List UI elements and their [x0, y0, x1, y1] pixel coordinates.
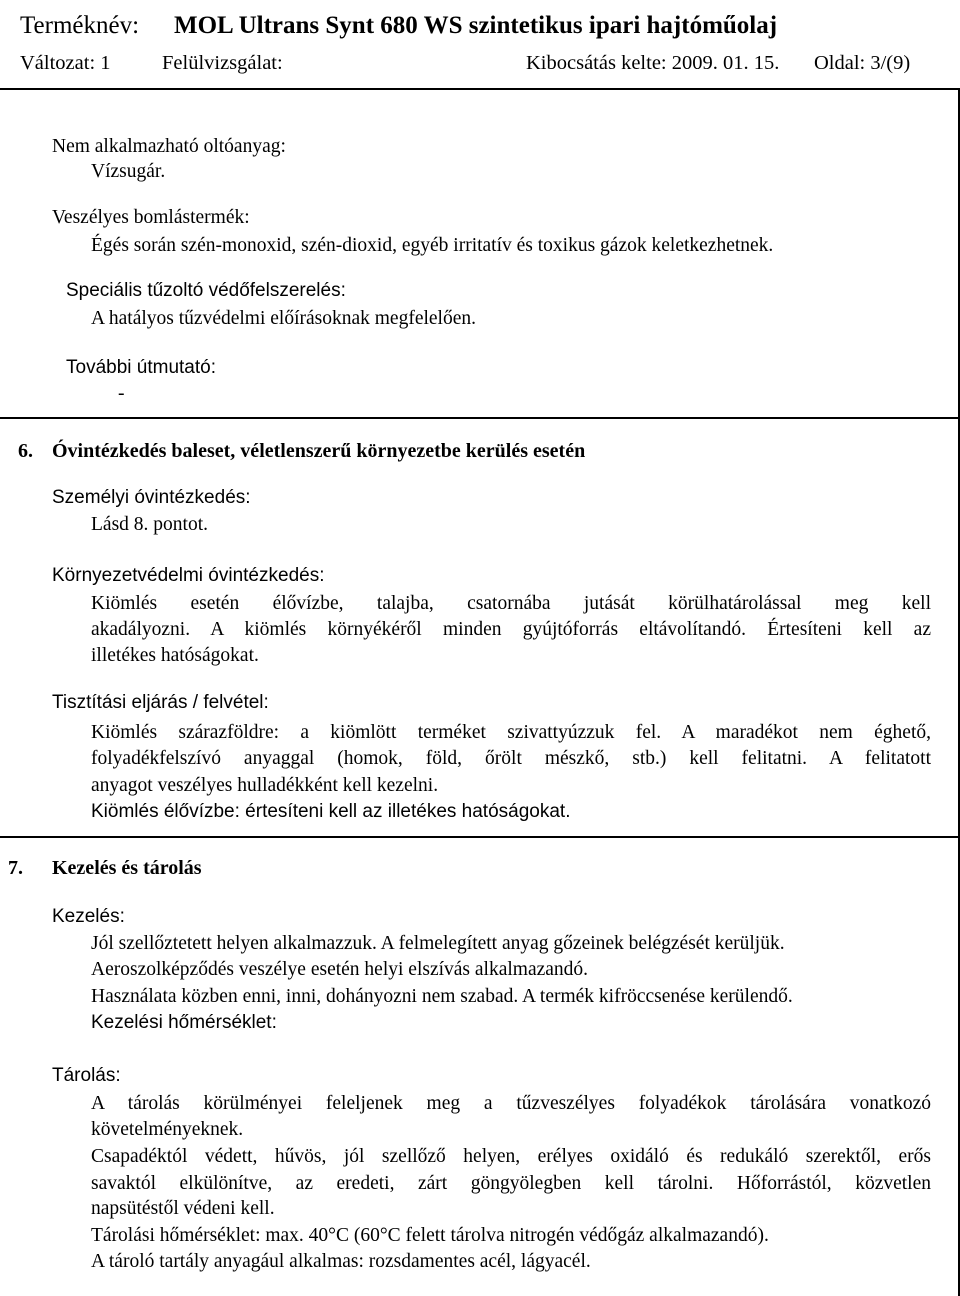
environmental-text-line-1: Kiömlés esetén élővízbe, talajba, csatornába jutását körülhatárolással meg kell: [91, 593, 931, 614]
further-guidance-value: -: [118, 383, 125, 404]
section-6-divider: [0, 417, 960, 419]
firefighter-equipment-label: Speciális tűzoltó védőfelszerelés:: [66, 280, 346, 301]
storage-label: Tárolás:: [52, 1065, 121, 1086]
unsuitable-extinguisher-label: Nem alkalmazható oltóanyag:: [52, 136, 286, 157]
section-6-number: 6.: [18, 440, 33, 462]
handling-temperature-label: Kezelési hőmérséklet:: [91, 1012, 277, 1033]
issue-date: Kibocsátás kelte: 2009. 01. 15.: [526, 52, 780, 74]
cleanup-text-line-3: anyagot veszélyes hulladékként kell kezelni.: [91, 775, 439, 796]
storage-line-3: Csapadéktól védett, hűvös, jól szellőző helyen, erélyes oxidáló és redukáló szerektől, erős: [91, 1146, 931, 1167]
product-name-label: Terméknév:: [20, 12, 140, 39]
product-name: MOL Ultrans Synt 680 WS szintetikus ipari hajtóműolaj: [174, 12, 778, 39]
cleanup-text-line-1: Kiömlés szárazföldre: a kiömlött terméket szivattyúzzuk fel. A maradékot nem éghető,: [91, 722, 931, 743]
unsuitable-extinguisher-value: Vízsugár.: [91, 161, 166, 182]
handling-label: Kezelés:: [52, 906, 125, 927]
cleanup-text-line-4: Kiömlés élővízbe: értesíteni kell az illetékes hatóságokat.: [91, 801, 571, 822]
section-6-title: Óvintézkedés baleset, véletlenszerű környezetbe kerülés esetén: [52, 440, 586, 462]
environmental-text-line-3: illetékes hatóságokat.: [91, 645, 259, 666]
document-header: [0, 0, 960, 96]
storage-line-5: napsütéstől védeni kell.: [91, 1198, 275, 1219]
storage-tank-material: A tároló tartály anyagául alkalmas: rozsdamentes acél, lágyacél.: [91, 1251, 591, 1272]
environmental-text-line-2: akadályozni. A kiömlés környékéről minden gyújtóforrás eltávolítandó. Értesíteni kell az: [91, 619, 931, 640]
personal-precautions-label: Személyi óvintézkedés:: [52, 487, 251, 508]
page-number: Oldal: 3/(9): [814, 52, 911, 74]
cleanup-text-line-2: folyadékfelszívó anyaggal (homok, föld, őrölt mészkő, stb.) kell felitatni. A felitatott: [91, 748, 931, 769]
section-7-number: 7.: [8, 857, 23, 879]
firefighter-equipment-value: A hatályos tűzvédelmi előírásoknak megfelelően.: [91, 308, 477, 329]
review-label: Felülvizsgálat:: [162, 52, 283, 74]
handling-line-3: Használata közben enni, inni, dohányozni nem szabad. A termék kifröccsenése kerülendő.: [91, 986, 793, 1007]
version: Változat: 1: [20, 52, 111, 74]
handling-line-1: Jól szellőztetett helyen alkalmazzuk. A felmelegített anyag gőzeinek belégzését kerüljük.: [91, 933, 785, 954]
storage-line-2: követelményeknek.: [91, 1119, 244, 1140]
storage-temperature: Tárolási hőmérséklet: max. 40°C (60°C felett tárolva nitrogén védőgáz alkalmazandó).: [91, 1225, 769, 1246]
further-guidance-label: További útmutató:: [66, 357, 216, 378]
hazardous-decomposition-label: Veszélyes bomlástermék:: [52, 207, 250, 228]
product-line: [20, 12, 777, 40]
section-7-divider: [0, 836, 960, 838]
header-divider: [0, 88, 960, 90]
handling-line-2: Aeroszolképződés veszélye esetén helyi elszívás alkalmazandó.: [91, 959, 589, 980]
hazardous-decomposition-value: Égés során szén-monoxid, szén-dioxid, egyéb irritatív és toxikus gázok keletkezhetnek.: [91, 235, 774, 256]
cleanup-label: Tisztítási eljárás / felvétel:: [52, 692, 269, 713]
section-7-title: Kezelés és tárolás: [52, 857, 202, 879]
personal-precautions-value: Lásd 8. pontot.: [91, 514, 208, 535]
storage-line-4: savaktól elkülönítve, az eredeti, zárt göngyölegben kell tárolni. Hőforrástól, közvetlen: [91, 1173, 931, 1194]
storage-line-1: A tárolás körülményei feleljenek meg a tűzveszélyes folyadékok tárolására vonatkozó: [91, 1093, 931, 1114]
environmental-precautions-label: Környezetvédelmi óvintézkedés:: [52, 565, 325, 586]
